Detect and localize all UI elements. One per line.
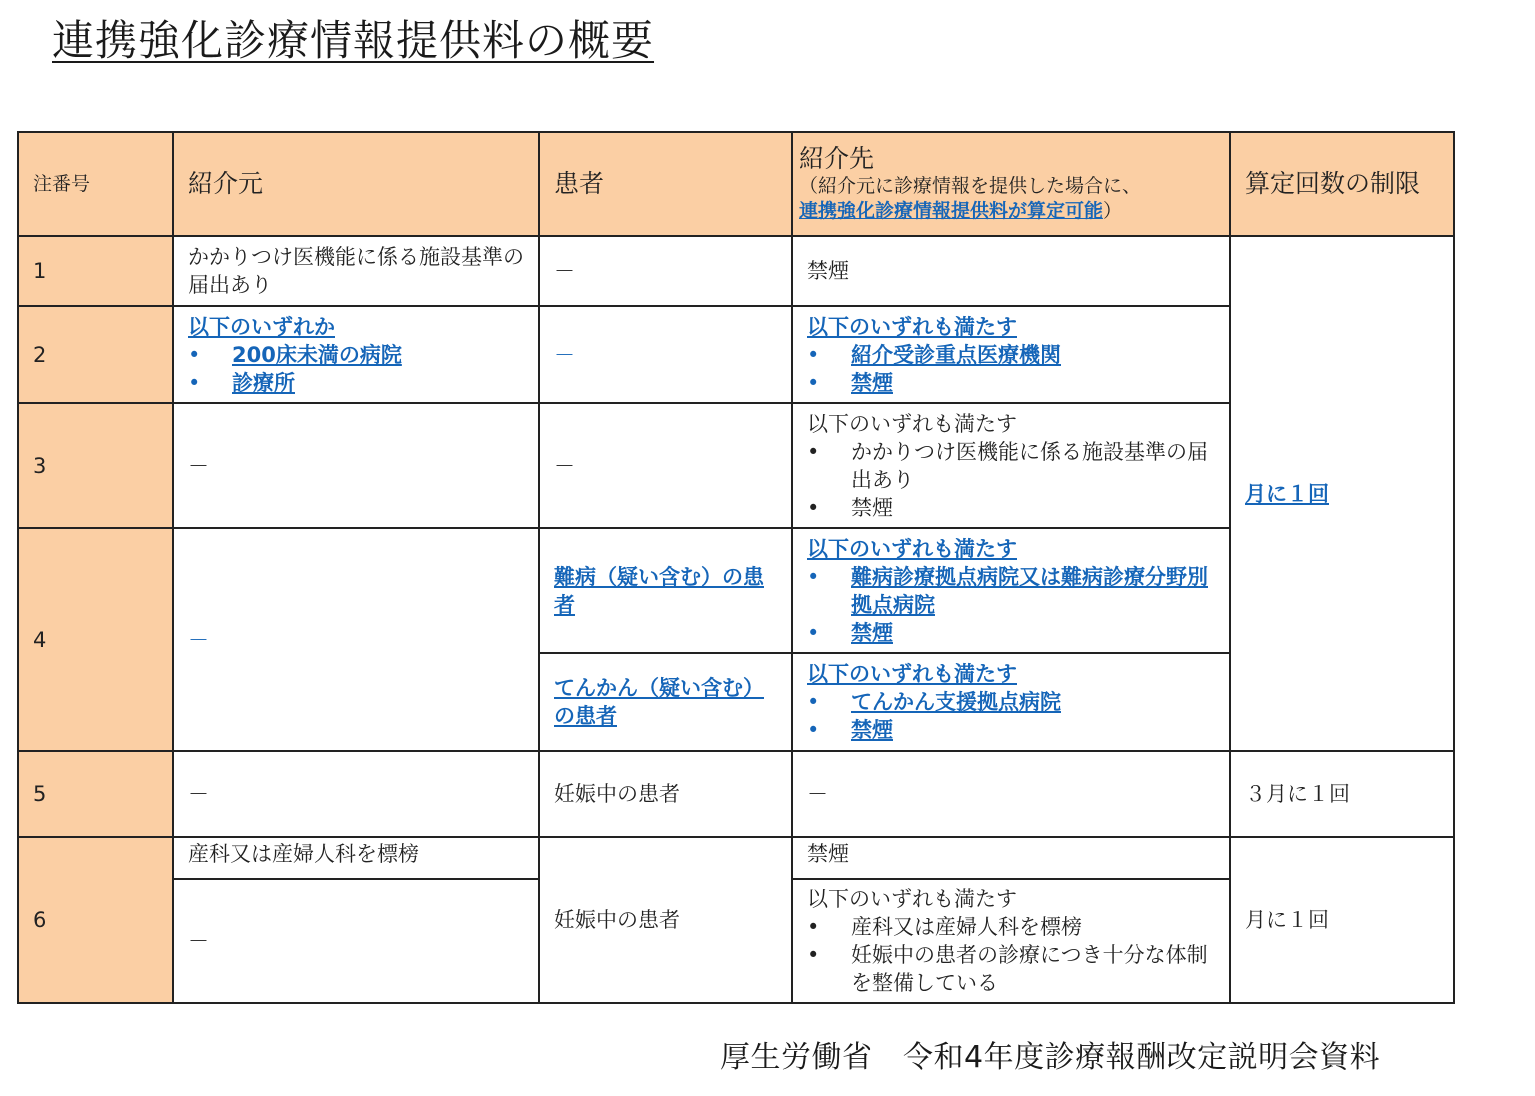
list-item: • てんかん支援拠点病院 — [807, 690, 1061, 714]
header-row — [18, 132, 1454, 236]
bullet-icon: • — [807, 439, 820, 464]
source-credit: 厚生労働省 令和4年度診療報酬改定説明会資料 — [720, 1040, 1381, 1075]
referee-condition-list — [807, 913, 1215, 997]
list-item: • 難病診療拠点病院又は難病診療分野別拠点病院 — [807, 564, 1208, 617]
row-number: 2 — [18, 306, 173, 403]
referrer-cell: － — [173, 403, 539, 528]
referrer-cell: － — [173, 528, 539, 751]
row-number: 6 — [18, 837, 173, 1003]
referee-condition-head: 以下のいずれも満たす — [807, 536, 1017, 561]
referee-cell: 禁煙 — [792, 236, 1230, 306]
referee-condition-head: 以下のいずれも満たす — [807, 662, 1017, 686]
referee-cell — [792, 306, 1230, 403]
bullet-icon: • — [188, 370, 201, 395]
bullet-icon: • — [807, 915, 820, 939]
referrer-condition-list — [188, 341, 524, 397]
row-number: 3 — [18, 403, 173, 528]
row-number: 4 — [18, 528, 173, 751]
referee-condition-head: 以下のいずれも満たす — [807, 314, 1017, 339]
list-item: • 妊娠中の患者の診療につき十分な体制を整備している — [807, 943, 1208, 995]
referee-cell — [792, 879, 1230, 1003]
referrer-condition-head: 以下のいずれか — [188, 314, 335, 339]
bullet-icon: • — [807, 564, 820, 589]
patient-cell: 妊娠中の患者 — [539, 751, 792, 837]
bullet-icon: • — [807, 718, 820, 742]
referee-cell: 禁煙 — [792, 837, 1230, 879]
patient-cell: － — [539, 306, 792, 403]
list-item: • 200床未満の病院 — [188, 342, 402, 367]
fee-overview-table — [17, 131, 1455, 1004]
bullet-icon: • — [807, 342, 820, 367]
referee-cell: － — [792, 751, 1230, 837]
bullet-icon: • — [807, 620, 820, 645]
patient-cell: － — [539, 403, 792, 528]
limit-cell — [1230, 236, 1454, 751]
bullet-icon: • — [188, 342, 201, 367]
row-number: 1 — [18, 236, 173, 306]
referee-condition-list — [807, 438, 1215, 522]
referee-condition-head: 以下のいずれも満たす — [807, 887, 1017, 911]
header-referee-note-emphasis: 連携強化診療情報提供料が算定可能 — [799, 200, 1104, 222]
header-referrer: 紹介元 — [173, 132, 539, 236]
list-item: • 紹介受診重点医療機関 — [807, 342, 1061, 367]
referee-condition-list — [807, 688, 1215, 744]
list-item: • 禁煙 — [807, 620, 893, 645]
limit-cell: 月に１回 — [1230, 837, 1454, 1003]
header-limit: 算定回数の制限 — [1230, 132, 1454, 236]
list-item: • 禁煙 — [807, 718, 893, 742]
table-row — [18, 236, 1454, 306]
list-item: • 禁煙 — [807, 370, 893, 395]
patient-cell: － — [539, 236, 792, 306]
referee-cell — [792, 403, 1230, 528]
referrer-cell — [173, 306, 539, 403]
limit-cell: ３月に１回 — [1230, 751, 1454, 837]
referee-condition-list — [807, 341, 1215, 397]
list-item: • 診療所 — [188, 370, 295, 395]
list-item: • かかりつけ医機能に係る施設基準の届出あり — [807, 439, 1208, 492]
row-number: 5 — [18, 751, 173, 837]
bullet-icon: • — [807, 495, 820, 520]
list-item: • 禁煙 — [807, 495, 893, 520]
bullet-icon: • — [807, 690, 820, 714]
referrer-cell: 産科又は産婦人科を標榜 — [173, 837, 539, 879]
header-number: 注番号 — [18, 132, 173, 236]
patient-cell: 難病（疑い含む）の患者 — [539, 528, 792, 653]
referee-cell — [792, 528, 1230, 653]
referee-condition-head: 以下のいずれも満たす — [807, 411, 1017, 436]
list-item: • 産科又は産婦人科を標榜 — [807, 915, 1082, 939]
patient-cell: 妊娠中の患者 — [539, 837, 792, 1003]
table-row — [18, 751, 1454, 837]
referee-condition-list — [807, 563, 1215, 647]
header-patient: 患者 — [539, 132, 792, 236]
bullet-icon: • — [807, 943, 820, 967]
bullet-icon: • — [807, 370, 820, 395]
referee-cell — [792, 653, 1230, 751]
referrer-cell: かかりつけ医機能に係る施設基準の届出あり — [173, 236, 539, 306]
referrer-cell: － — [173, 751, 539, 837]
header-referee-note: （紹介元に診療情報を提供した場合に、 連携強化診療情報提供料が算定可能） — [799, 175, 1142, 222]
limit-text: 月に１回 — [1245, 481, 1329, 506]
page-title: 連携強化診療情報提供料の概要 — [52, 16, 655, 65]
header-referee: 紹介先 （紹介元に診療情報を提供した場合に、 連携強化診療情報提供料が算定可能） — [792, 132, 1230, 236]
patient-cell: てんかん（疑い含む）の患者 — [539, 653, 792, 751]
referrer-cell: － — [173, 879, 539, 1003]
table-row — [18, 837, 1454, 879]
